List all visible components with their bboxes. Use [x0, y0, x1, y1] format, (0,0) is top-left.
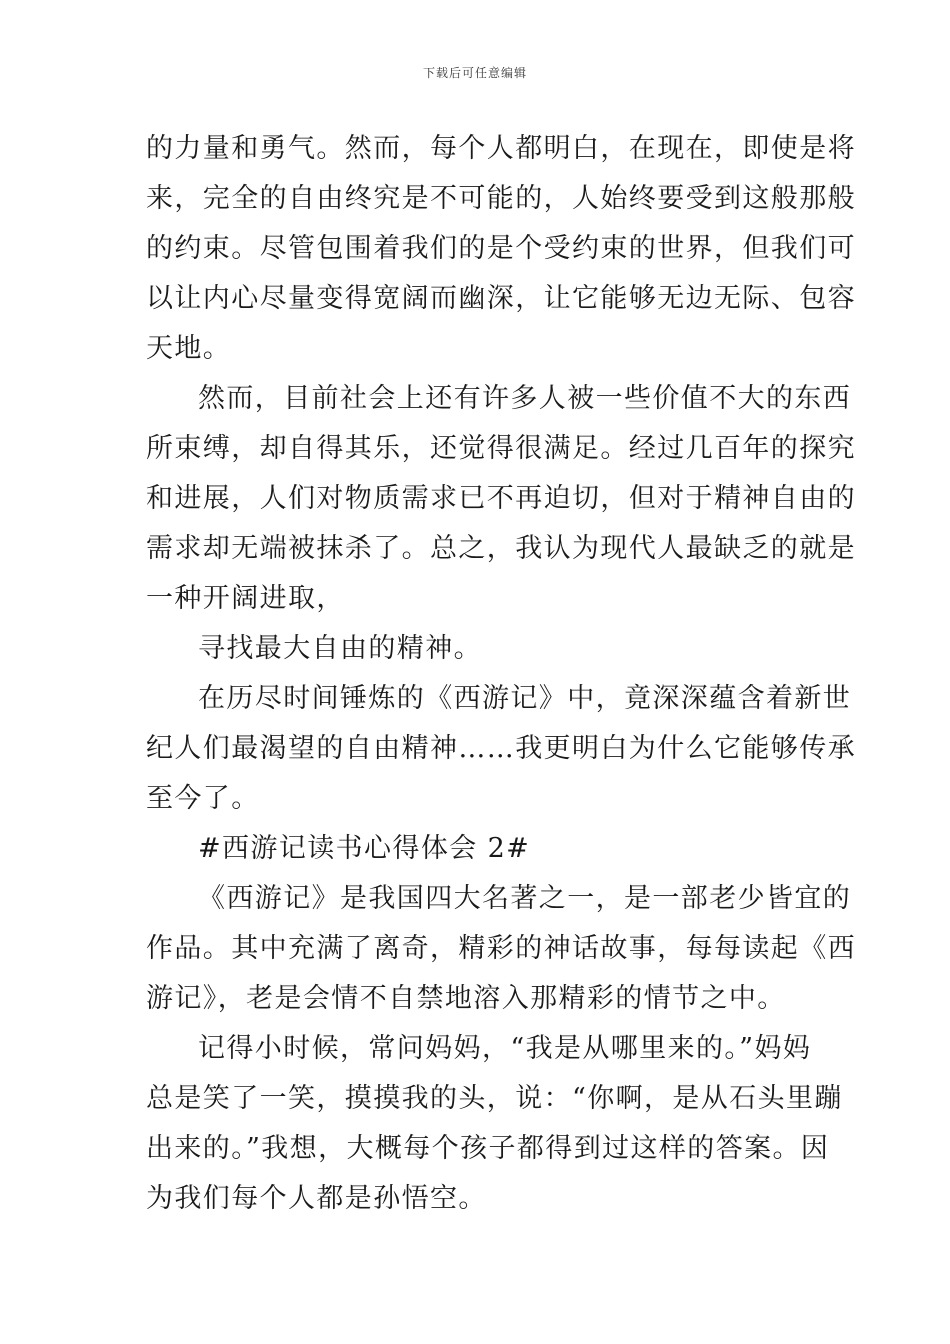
text-line: 至今了。: [146, 783, 260, 814]
text-line: 游记》，老是会情不自禁地溶入那精彩的情节之中。: [146, 983, 786, 1014]
text-line: 然而，目前社会上还有许多人被一些价值不大的东西: [198, 383, 852, 414]
paragraph: [146, 374, 856, 624]
text-line: 出来的。”我想，大概每个孩子都得到过这样的答案。因: [146, 1133, 830, 1164]
text-line: 一种开阔进取，: [146, 583, 345, 614]
text-line: 纪人们最渴望的自由精神……我更明白为什么它能够传承: [146, 733, 856, 764]
text-line: 寻找最大自由的精神。: [198, 633, 482, 664]
text-line: 记得小时候，常问妈妈，“我是从哪里来的。”妈妈: [198, 1033, 812, 1064]
paragraph: [146, 674, 856, 824]
paragraph: [146, 124, 856, 374]
text-line: 为我们每个人都是孙悟空。: [146, 1183, 487, 1214]
paragraph: [146, 1024, 843, 1224]
section-heading: [146, 824, 808, 874]
section-heading-text: #西游记读书心得体会 2#: [198, 833, 531, 864]
text-line: 《西游记》是我国四大名著之一，是一部老少皆宜的: [198, 883, 852, 914]
text-line: 在历尽时间锤炼的《西游记》中，竟深深蕴含着新世: [198, 683, 852, 714]
text-line: 来，完全的自由终究是不可能的，人始终要受到这般那般: [146, 183, 856, 214]
text-line: 作品。其中充满了离奇，精彩的神话故事，每每读起《西: [146, 933, 856, 964]
text-line: 和进展，人们对物质需求已不再迫切，但对于精神自由的: [146, 483, 856, 514]
text-line: 需求却无端被抹杀了。总之，我认为现代人最缺乏的就是: [146, 533, 856, 564]
paragraph: [146, 874, 856, 1024]
text-line: 的约束。尽管包围着我们的是个受约束的世界，但我们可: [146, 233, 856, 264]
text-line: 所束缚，却自得其乐，还觉得很满足。经过几百年的探究: [146, 433, 856, 464]
document-body: [146, 124, 856, 1224]
paragraph: [146, 624, 808, 674]
text-line: 的力量和勇气。然而，每个人都明白，在现在，即使是将: [146, 133, 856, 164]
text-line: 以让内心尽量变得宽阔而幽深，让它能够无边无际、包容: [146, 283, 856, 314]
text-line: 天地。: [146, 333, 232, 364]
page-header: 下载后可任意编辑: [422, 66, 527, 80]
text-line: 总是笑了一笑，摸摸我的头，说：“你啊，是从石头里蹦: [146, 1083, 843, 1114]
